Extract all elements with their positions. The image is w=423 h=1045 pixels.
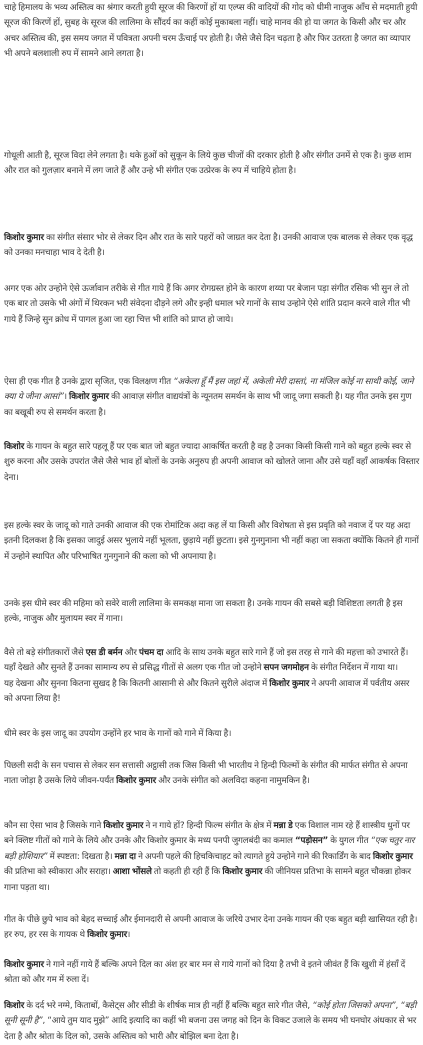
bold-text: “पड़ोसन” — [295, 836, 329, 847]
text-run: एक विशाल नाम रहे हैं शास्त्रीय धुनों पर बने क्लिष्ट गीतों को गाने के लिये और उनके और किशोर कुमार के मध्य पनपी जुगलबंदी का कमाल — [4, 821, 410, 847]
text-run: ने अपनी पहले की हिचकिचाहट को त्यागते हुये उन्होने गाने की रिकार्डिंग के बाद — [135, 851, 373, 862]
paragraph-kishore-dawn-to-night — [4, 231, 420, 262]
bold-text: किशोर कुमार — [372, 851, 413, 862]
bold-text: किशोर कुमार — [4, 960, 44, 970]
text-run: के युगल गीत — [328, 836, 371, 847]
italic-text: “एक चतुर नार बड़ी होशियार” — [4, 836, 415, 862]
text-run: के संगीत निर्देशन में गाया था। — [308, 663, 398, 674]
text-run: की प्रतिभा को स्वीकारा और सराहा। — [4, 867, 113, 878]
text-run: और — [122, 648, 139, 658]
text-run: आदि के साथ उनके बहुत सारे गाने हैं जो इस तरह से गाने की महत्ता को उभारते हैं। यहाँ देखते और सुनते हैं उनका सामान्य रुप से प्रसिद्ध गीतों से अलग एक गीत जो उन्होने — [4, 648, 409, 674]
italic-text: “बड़ी सूनी सूनी है” — [4, 1001, 417, 1027]
bold-text: मन्ना डे — [273, 821, 293, 831]
text-run: ऐसा ही एक गीत है उनके द्वारा सृजित, एक विलक्षण गीत — [4, 377, 174, 387]
text-run: चाहे हिमालय के भव्य अस्तित्व का श्रंगार करती हुयी सूरज की किरणों हों या एल्प्स की वादियों की गोद को धीमी नाजुक आँच से मदमाती हुयी सूरज की किरणें हों, सुबह के सूरज की लालिमा के सौंदर्य का कहीं कोई मुकाबला नहीं। चाहे मानव की हो या जगत के किसी और चर और अचर अस्तित्व की, इस समय जगत में पवित्रता अपनी चरम ऊँचाई पर होती है। जैसे जैसे दिन चढ़ता है और फिर उतरता है जगत का व्यापार भी अपने बलशाली रुप में सामने आने लगता है। — [4, 3, 418, 60]
paragraph-romantic-style — [4, 519, 420, 565]
text-run: में स्पष्टता: दिखता है। — [47, 851, 115, 862]
paragraph-manna-dey-padosan — [4, 819, 420, 896]
bold-text: किशोर कुमार — [116, 776, 156, 787]
bold-text: किशोर कुमार — [4, 233, 44, 243]
text-run: अगर एक ओर उन्होने ऐसे ऊर्जावान तरीके से गीत गाये हैं कि अगर रोगग्रस्त होने के कारण शय्या पर बेजान पड़ा संगीत रसिक भी सुन ले तो एक बार तो उसके भी अंगों में थिरकन भरी संवेदना दौड़ने लगे और इन्ही धमाल भरे गानों के साथ उन्होने ऐसे शांति प्रदान करने वाले गीत भी गाये हैं जिन्हे सुन क्रोध में पागल हुआ जा रहा चित्त भी शांति को प्राप्त हो जाये। — [4, 284, 410, 325]
paragraph-godhuli-evening — [4, 149, 420, 180]
bold-text: किशोर — [4, 442, 25, 452]
text-run: की आवाज़ संगीत वाद्ययंत्रों के न्यूनतम समर्थन के साथ भी जादू जगा सकती है। यह गीत उनके इस गुण का बखूबी रुप से समर्थन करता है। — [4, 392, 412, 418]
text-run: । — [63, 392, 70, 403]
text-run: तो कहती ही रही हैं कि — [151, 867, 223, 878]
text-run: धीमे स्वर के इस जादू का उपयोग उन्होंने हर भाव के गानों को गाने में किया है। — [4, 729, 232, 739]
text-run: उनके इस धीमे स्वर की महिमा को सवेरे वाली लालिमा के समकक्ष माना जा सकता है। उनके गायन की सबसे बड़ी विशिष्टता लगती है इस हल्के, नाजुक और मुलायम स्वर में गाना। — [4, 599, 403, 625]
paragraph-dawn-comparison — [4, 597, 420, 628]
paragraph-soft-voice-opening — [4, 440, 420, 486]
text-run: और उनके संगीत को अलविदा कहना नामुमकिन है। — [155, 776, 310, 787]
paragraph-generations-farewell — [4, 759, 420, 790]
bold-text: किशोर कुमार — [269, 678, 310, 689]
text-run: के गायन के बहुत सारे पहलू हैं पर एक बात जो बहुत ज्यादा आकर्षित करती है वह है उनका किसी किसी गाने को बहुत हल्के स्वर से शुरु करना और उसके उपरांत जैसे जैसे भाव हों बोलों के उनके अनुरुप ही अपनी आवाज को खोलते जाना और उसे यहाँ वहाँ आकर्षक विस्तार देना। — [4, 442, 420, 483]
paragraph-honest-expression — [4, 913, 420, 944]
bold-text: किशोर कुमार — [103, 821, 144, 831]
bold-text: आशा भोंसले — [112, 867, 152, 878]
text-run: की जीनियस प्रतिभा के सामने बहुत चौकन्ना होकर गाना पड़ता था। — [4, 867, 411, 893]
paragraph-energetic-and-calm-songs — [4, 282, 420, 328]
text-run: गीत के पीछे छुपे भाव को बेहद सच्चाई और ईमानदारी से अपनी आवाज के जरिये उभार देना उनके गायन की एक बहुत बड़ी खासियत रही है। हर रुप, हर रस के गायक थे — [4, 915, 418, 941]
text-run: यह देखना और सुनना कितना सुखद है कि कितनी आसानी से और कितने सुरीले अंदाज में — [4, 678, 270, 689]
bold-text: किशोर कुमार — [69, 392, 109, 403]
text-run: , — [395, 1001, 401, 1011]
bold-text: किशोर कुमार — [87, 930, 127, 941]
paragraph-akela-hoon-song — [4, 375, 420, 421]
bold-text: एस डी बर्मन — [85, 648, 123, 658]
paragraph-soft-voice-usage — [4, 727, 420, 742]
text-run: का संगीत संसार भोर से लेकर दिन और रात के सारे पहरों को जाग्रत कर देता है। उनकी आवाज एक बालक से लेकर एक वृद्ध को उनका मनचाहा भाव दे देती है। — [4, 233, 413, 259]
italic-text: “अकेला हूँ मैं इस जहां में, अकेली मेरी दास्तां, ना मंजिल कोई ना साथी कोई, जाने क्या ये जीना आसां” — [4, 377, 414, 403]
text-run: ने अपनी आवाज में पर्वतीय असर को अपना लिया है! — [4, 678, 410, 705]
bold-text: मन्ना दा — [114, 851, 136, 862]
bold-text: सपन जगमोहन — [263, 663, 309, 674]
paragraph-himalaya-sunrise — [4, 1, 420, 63]
paragraph-heart-in-songs — [4, 958, 420, 989]
italic-text: “कोई होता जिसको अपना” — [312, 1001, 396, 1011]
text-run: इस हल्के स्वर के जादू को गाते उनकी आवाज की एक रोमांटिक अदा कह लें या किसी और विशेषता से इस प्रवृति को नवाज दें पर यह अदा इतनी दिलकश है कि इसका जादुई असर भुलाये नहीं भूलता, छुड़ाये नहीं छुटता। इसे गुनगुनाना भी नहीं कहा जा सकता क्योंकि कितने ही गानों में उन्होने स्थापित और परिभाषित गुनगुनाने की कला को भी अपनाया है। — [4, 521, 419, 562]
bold-text: पंचम दा — [138, 648, 164, 658]
text-run: के दर्द भरे नग्मे, किताबों, कैसेट्स और सीडी के शीर्षक मात्र ही नहीं हैं बल्कि बहुत सारे गीत जैसे, — [24, 1001, 313, 1011]
text-run: । — [127, 930, 131, 941]
text-run: ने गाने नहीं गाये हैं बल्कि अपने दिल का अंश हर बार मन से गाये गानों को दिया है तभी वे इतने जीवंत हैं कि खुशी में हंसाँ दें श्रोता को और गम में रुला दें। — [4, 960, 406, 986]
bold-text: किशोर — [4, 1001, 25, 1011]
text-run: ने न गाये हों? हिन्दी फिल्म संगीत के क्षेत्र में — [143, 821, 274, 831]
text-run: पिछली सदी के सन पचास से लेकर सन सत्तासी अट्ठासी तक जिस किसी भी भारतीय ने हिन्दी फिल्मों के संगीत की मार्फत संगीत से अपना नाता जोड़ा है उसके लिये जीवन-पर्यंत — [4, 761, 408, 787]
text-run: कौन सा ऐसा भाव है जिसके गाने — [4, 821, 104, 831]
text-run: गोधूली आती है, सूरज विदा लेने लगता है। थके हुओं को सुकून के लिये कुछ चीजों की दरकार होती है और संगीत उनमें से एक है। कुछ शाम और रात को गुलज़ार बनाने में लग जाते हैं और उन्हे भी संगीत एक उत्प्रेरक के रुप में चाहिये होता है। — [4, 151, 412, 177]
paragraph-composers-and-song — [4, 646, 420, 708]
paragraph-sad-songs — [4, 999, 420, 1045]
text-run: वैसे तो बड़े संगीतकारों जैसे — [4, 648, 86, 658]
bold-text: किशोर कुमार — [222, 867, 263, 878]
text-run: , “आये तुम याद मुझे” आदि इत्यादि का कहीं भी बजना उस जगह को दिन के विकट उजाले के समय भी घनघोर अंधकार से भर देता है और श्रोता के दिल को, उसके अस्तित्व को भारी और बोझिल बना देता है। — [4, 1016, 417, 1042]
